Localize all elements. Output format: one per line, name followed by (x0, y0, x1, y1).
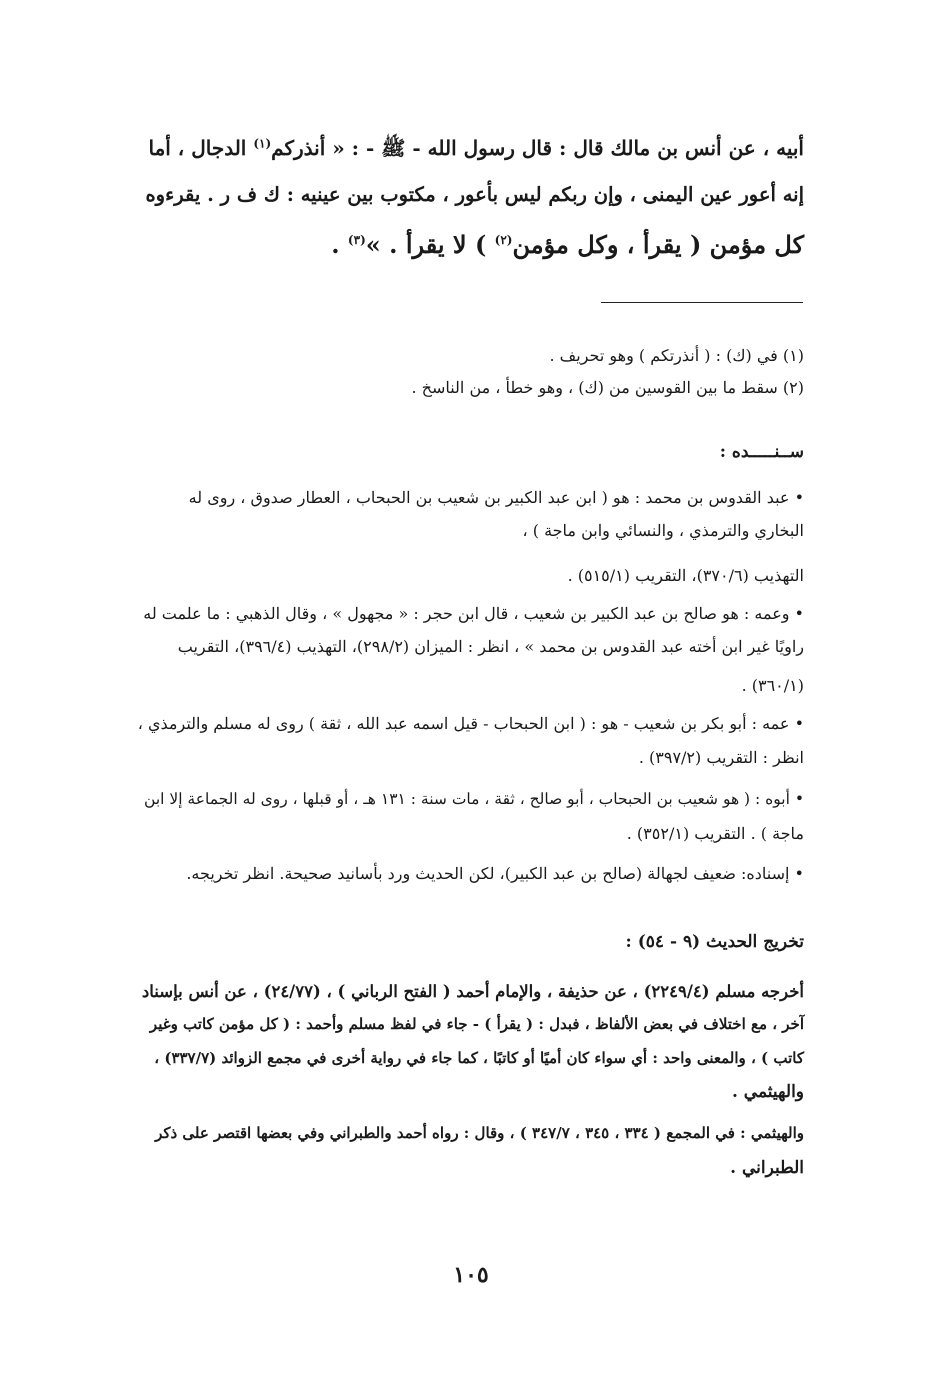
sanad-p4-line-2: ماجة ) . التقريب (٣٥٢/١) . (626, 824, 804, 843)
main-text-line-2 (145, 183, 804, 206)
main-text-line-3 (331, 230, 804, 259)
sanad-p2-line-3: (٣٦٠/١) . (741, 676, 804, 695)
footnote-ref-1: (١) (253, 136, 272, 151)
sanad-p3-line-2: انظر : التقريب (٣٩٧/٢) . (638, 748, 804, 767)
sanad-p1-line-1: • عبد القدوس بن محمد : هو ( ابن عبد الكبير بن شعيب بن الحبحاب ، العطار صدوق ، روى له (188, 488, 804, 507)
footnote-divider (601, 302, 803, 303)
takhrij-p1-line-1: أخرجه مسلم (٢٢٤٩/٤) ، عن حذيفة ، والإمام أحمد ( الفتح الرباني ) ، (٢٤/٧٧) ، عن أنس بإسناد (141, 982, 804, 1001)
footnote-ref-3: (٣) (347, 233, 366, 247)
takhrij-p1-line-3: كاتب ) ، والمعنى واحد : أي سواء كان أميًا أو كاتبًا ، كما جاء في رواية أخرى في مجمع الزوائد (٣٣٧/٧) ، (154, 1049, 804, 1067)
takhrij-p2-line-1: والهيثمي : في المجمع ( ٣٣٤ ، ٣٤٥ ، ٣٤٧/٧ ) ، وقال : رواه أحمد والطبراني وفي بعضها اقتصر على ذكر (155, 1124, 804, 1142)
takhrij-p1-line-4: والهيثمي . (731, 1082, 804, 1102)
sanad-p3-line-1: • عمه : أبو بكر بن شعيب - هو : ( ابن الحبحاب - قيل اسمه عبد الله ، ثقة ) روى له مسلم والترمذي ، (137, 714, 804, 733)
takhrij-heading: تخريج الحديث (٩ - ٥٤) : (625, 932, 804, 952)
main-text-line-1-b: الدجال ، أما (148, 136, 254, 160)
main-text-line-1-a: أبيه ، عن أنس بن مالك قال : قال رسول الله - ﷺ - : « أنذركم (271, 136, 804, 160)
main-text-line-3-a: كل مؤمن ( يقرأ ، وكل مؤمن (512, 230, 804, 259)
sanad-p4-line-1: • أبوه : ( هو شعيب بن الحبحاب ، أبو صالح ، ثقة ، مات سنة : ١٣١ هـ ، أو قبلها ، روى له الجماعة إلا ابن (144, 790, 804, 808)
footnote-1: (١) في (ك) : ( أنذرتكم ) وهو تحريف . (549, 346, 804, 365)
footnote-2: (٢) سقط ما بين القوسين من (ك) ، وهو خطأ ، من الناسخ . (411, 378, 804, 397)
sanad-heading: ســنـــــده : (719, 442, 804, 462)
sanad-p1-line-2: البخاري والترمذي ، والنسائي وابن ماجة ) ، (522, 521, 804, 540)
sanad-p5-line-1: • إسناده: ضعيف لجهالة (صالح بن عبد الكبير)، لكن الحديث ورد بأسانيد صحيحة. انظر تخريجه. (186, 864, 804, 883)
main-text-line-2-a: إنه أعور عين اليمنى ، وإن ربكم ليس بأعور ، مكتوب بين عينيه : ك ف ر . يقرءوه (145, 183, 804, 206)
main-text-line-1 (148, 136, 804, 165)
takhrij-p1-line-2: آخر ، مع اختلاف في بعض الألفاظ ، فبدل : ( يقرأ ) - جاء في لفظ مسلم وأحمد : ( كل مؤمن كاتب وغير (149, 1015, 804, 1033)
main-text-line-3-b: ) لا يقرأ . » (365, 230, 495, 259)
page-number: ١٠٥ (453, 1262, 489, 1288)
sanad-p1-line-3: التهذيب (٣٧٠/٦)، التقريب (٥١٥/١) . (567, 566, 804, 585)
takhrij-p2-line-2: الطبراني . (730, 1158, 804, 1178)
sanad-p2-line-2: راويًا غير ابن أخته عبد القدوس بن محمد » ، انظر : الميزان (٢٩٨/٢)، التهذيب (٣٩٦/٤)، التقريب (177, 637, 804, 656)
footnote-ref-2: (٢) (494, 233, 513, 247)
main-text-line-3-c: . (331, 230, 348, 259)
sanad-p2-line-1: • وعمه : هو صالح بن عبد الكبير بن شعيب ، قال ابن حجر : « مجهول » ، وقال الذهبي : ما علمت له (143, 604, 804, 623)
